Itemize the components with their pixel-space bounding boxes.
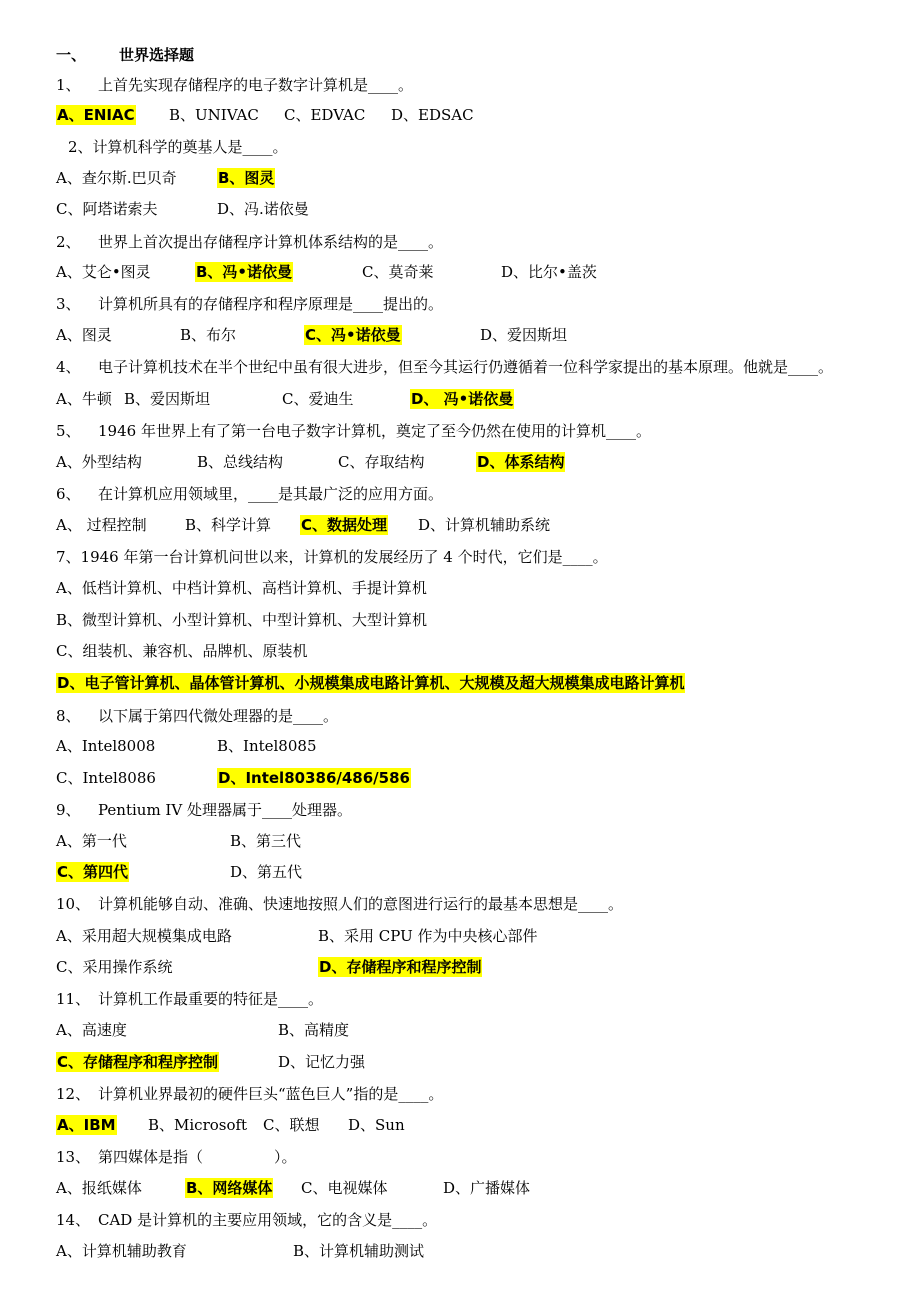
text-segment: D、第五代 [230,863,303,881]
text-segment: B、UNIVAC [169,106,259,124]
text-segment: A、报纸媒体 [56,1179,142,1197]
text-segment: 9、 [56,801,81,819]
text-segment: 13、 [56,1148,91,1166]
text-segment: ）。 [274,1148,297,1166]
text-segment: B、布尔 [180,326,237,344]
text-segment: D、记忆力强 [278,1053,366,1071]
text-segment: B、高精度 [278,1021,350,1039]
text-segment: A、 过程控制 [56,516,147,534]
text-segment: C、采用操作系统 [56,958,173,976]
answer-highlight: C、存储程序和程序控制 [57,1053,219,1071]
answer-highlight: A、ENIAC [57,106,135,124]
text-segment: D、爱因斯坦 [480,326,568,344]
text-segment: B、科学计算 [185,516,272,534]
text-segment: 8、 [56,707,81,725]
text-segment: A、高速度 [56,1021,127,1039]
answer-highlight: B、网络媒体 [186,1179,273,1197]
text-segment: C、莫奇莱 [362,263,434,281]
text-segment: B、第三代 [230,832,302,850]
text-segment: 4、 [56,358,81,376]
text-segment: 7、1946 年第一台计算机问世以来，计算机的发展经历了 4 个时代，它们是____。 [56,548,608,566]
text-segment: B、总线结构 [197,453,284,471]
text-segment: 2、 [56,233,81,251]
text-segment: D、广播媒体 [443,1179,531,1197]
text-segment: A、低档计算机、中档计算机、高档计算机、手提计算机 [56,579,427,597]
text-segment: 1946 年世界上有了第一台电子数字计算机，奠定了至今仍然在使用的计算机____。 [98,422,651,440]
text-segment: 14、 [56,1211,91,1229]
answer-highlight: D、存储程序和程序控制 [319,958,482,976]
answer-highlight: D、体系结构 [477,453,565,471]
text-segment: D、比尔•盖茨 [501,263,597,281]
section-number: 一、 [56,46,87,64]
text-segment: B、Intel8085 [217,737,317,755]
text-segment: C、存取结构 [338,453,425,471]
text-segment: 计算机工作最重要的特征是____。 [98,990,324,1008]
answer-highlight: B、冯•诺依曼 [196,263,293,281]
text-segment: 电子计算机技术在半个世纪中虽有很大进步，但至今其运行仍遵循着一位科学家提出的基本原理。他就是____。 [98,358,834,376]
text-segment: 计算机能够自动、准确、快速地按照人们的意图进行运行的最基本思想是____。 [98,895,624,913]
text-segment: 1、 [56,76,81,94]
text-segment: 在计算机应用领域里，____是其最广泛的应用方面。 [98,485,444,503]
text-segment: CAD 是计算机的主要应用领域，它的含义是____。 [98,1211,438,1229]
text-segment: A、采用超大规模集成电路 [56,927,232,945]
text-segment: A、外型结构 [56,453,142,471]
answer-highlight: A、IBM [57,1116,116,1134]
text-segment: B、计算机辅助测试 [293,1242,425,1260]
answer-highlight: D、 冯•诺依曼 [411,390,514,408]
text-segment: C、阿塔诺索夫 [56,200,158,218]
text-segment: 第四媒体是指（ [98,1148,204,1166]
answer-highlight: B、图灵 [218,169,275,187]
text-segment: 世界上首次提出存储程序计算机体系结构的是____。 [98,233,444,251]
answer-highlight: D、电子管计算机、晶体管计算机、小规模集成电路计算机、大规模及超大规模集成电路计算机 [57,674,685,692]
text-segment: 12、 [56,1085,91,1103]
text-segment: D、EDSAC [391,106,474,124]
text-segment: D、计算机辅助系统 [418,516,551,534]
text-segment: 以下属于第四代微处理器的是____。 [98,707,339,725]
text-segment: 2、计算机科学的奠基人是____。 [68,138,288,156]
text-segment: C、EDVAC [284,106,366,124]
text-segment: 10、 [56,895,91,913]
text-segment: A、查尔斯.巴贝奇 [56,169,177,187]
text-segment: 6、 [56,485,81,503]
text-segment: B、Microsoft [148,1116,248,1134]
text-segment: C、Intel8086 [56,769,156,787]
text-segment: 计算机所具有的存储程序和程序原理是____提出的。 [98,295,444,313]
text-segment: A、牛顿 [56,390,112,408]
text-segment: 11、 [56,990,91,1008]
text-segment: A、Intel8008 [56,737,156,755]
text-segment: A、艾仑•图灵 [56,263,151,281]
text-segment: 5、 [56,422,81,440]
text-segment: 3、 [56,295,81,313]
text-segment: B、微型计算机、小型计算机、中型计算机、大型计算机 [56,611,428,629]
text-segment: D、冯.诺依曼 [217,200,309,218]
text-segment: A、第一代 [56,832,127,850]
text-segment: 上首先实现存储程序的电子数字计算机是____。 [98,76,414,94]
answer-highlight: C、第四代 [57,863,129,881]
text-segment: B、爱因斯坦 [124,390,211,408]
text-segment: 计算机业界最初的硬件巨头“蓝色巨人”指的是____。 [98,1085,444,1103]
text-segment: D、Sun [348,1116,405,1134]
section-title: 世界选择题 [119,46,195,64]
answer-highlight: D、Intel80386/486/586 [218,769,410,787]
text-segment: C、联想 [263,1116,320,1134]
text-segment: A、计算机辅助教育 [56,1242,187,1260]
text-segment: Pentium IV 处理器属于____处理器。 [98,801,352,819]
text-segment: B、采用 CPU 作为中央核心部件 [318,927,538,945]
text-segment: C、组装机、兼容机、品牌机、原装机 [56,642,308,660]
text-segment: C、电视媒体 [301,1179,388,1197]
text-segment: C、爱迪生 [282,390,354,408]
answer-highlight: C、数据处理 [301,516,388,534]
answer-highlight: C、冯•诺依曼 [305,326,401,344]
text-segment: A、图灵 [56,326,112,344]
